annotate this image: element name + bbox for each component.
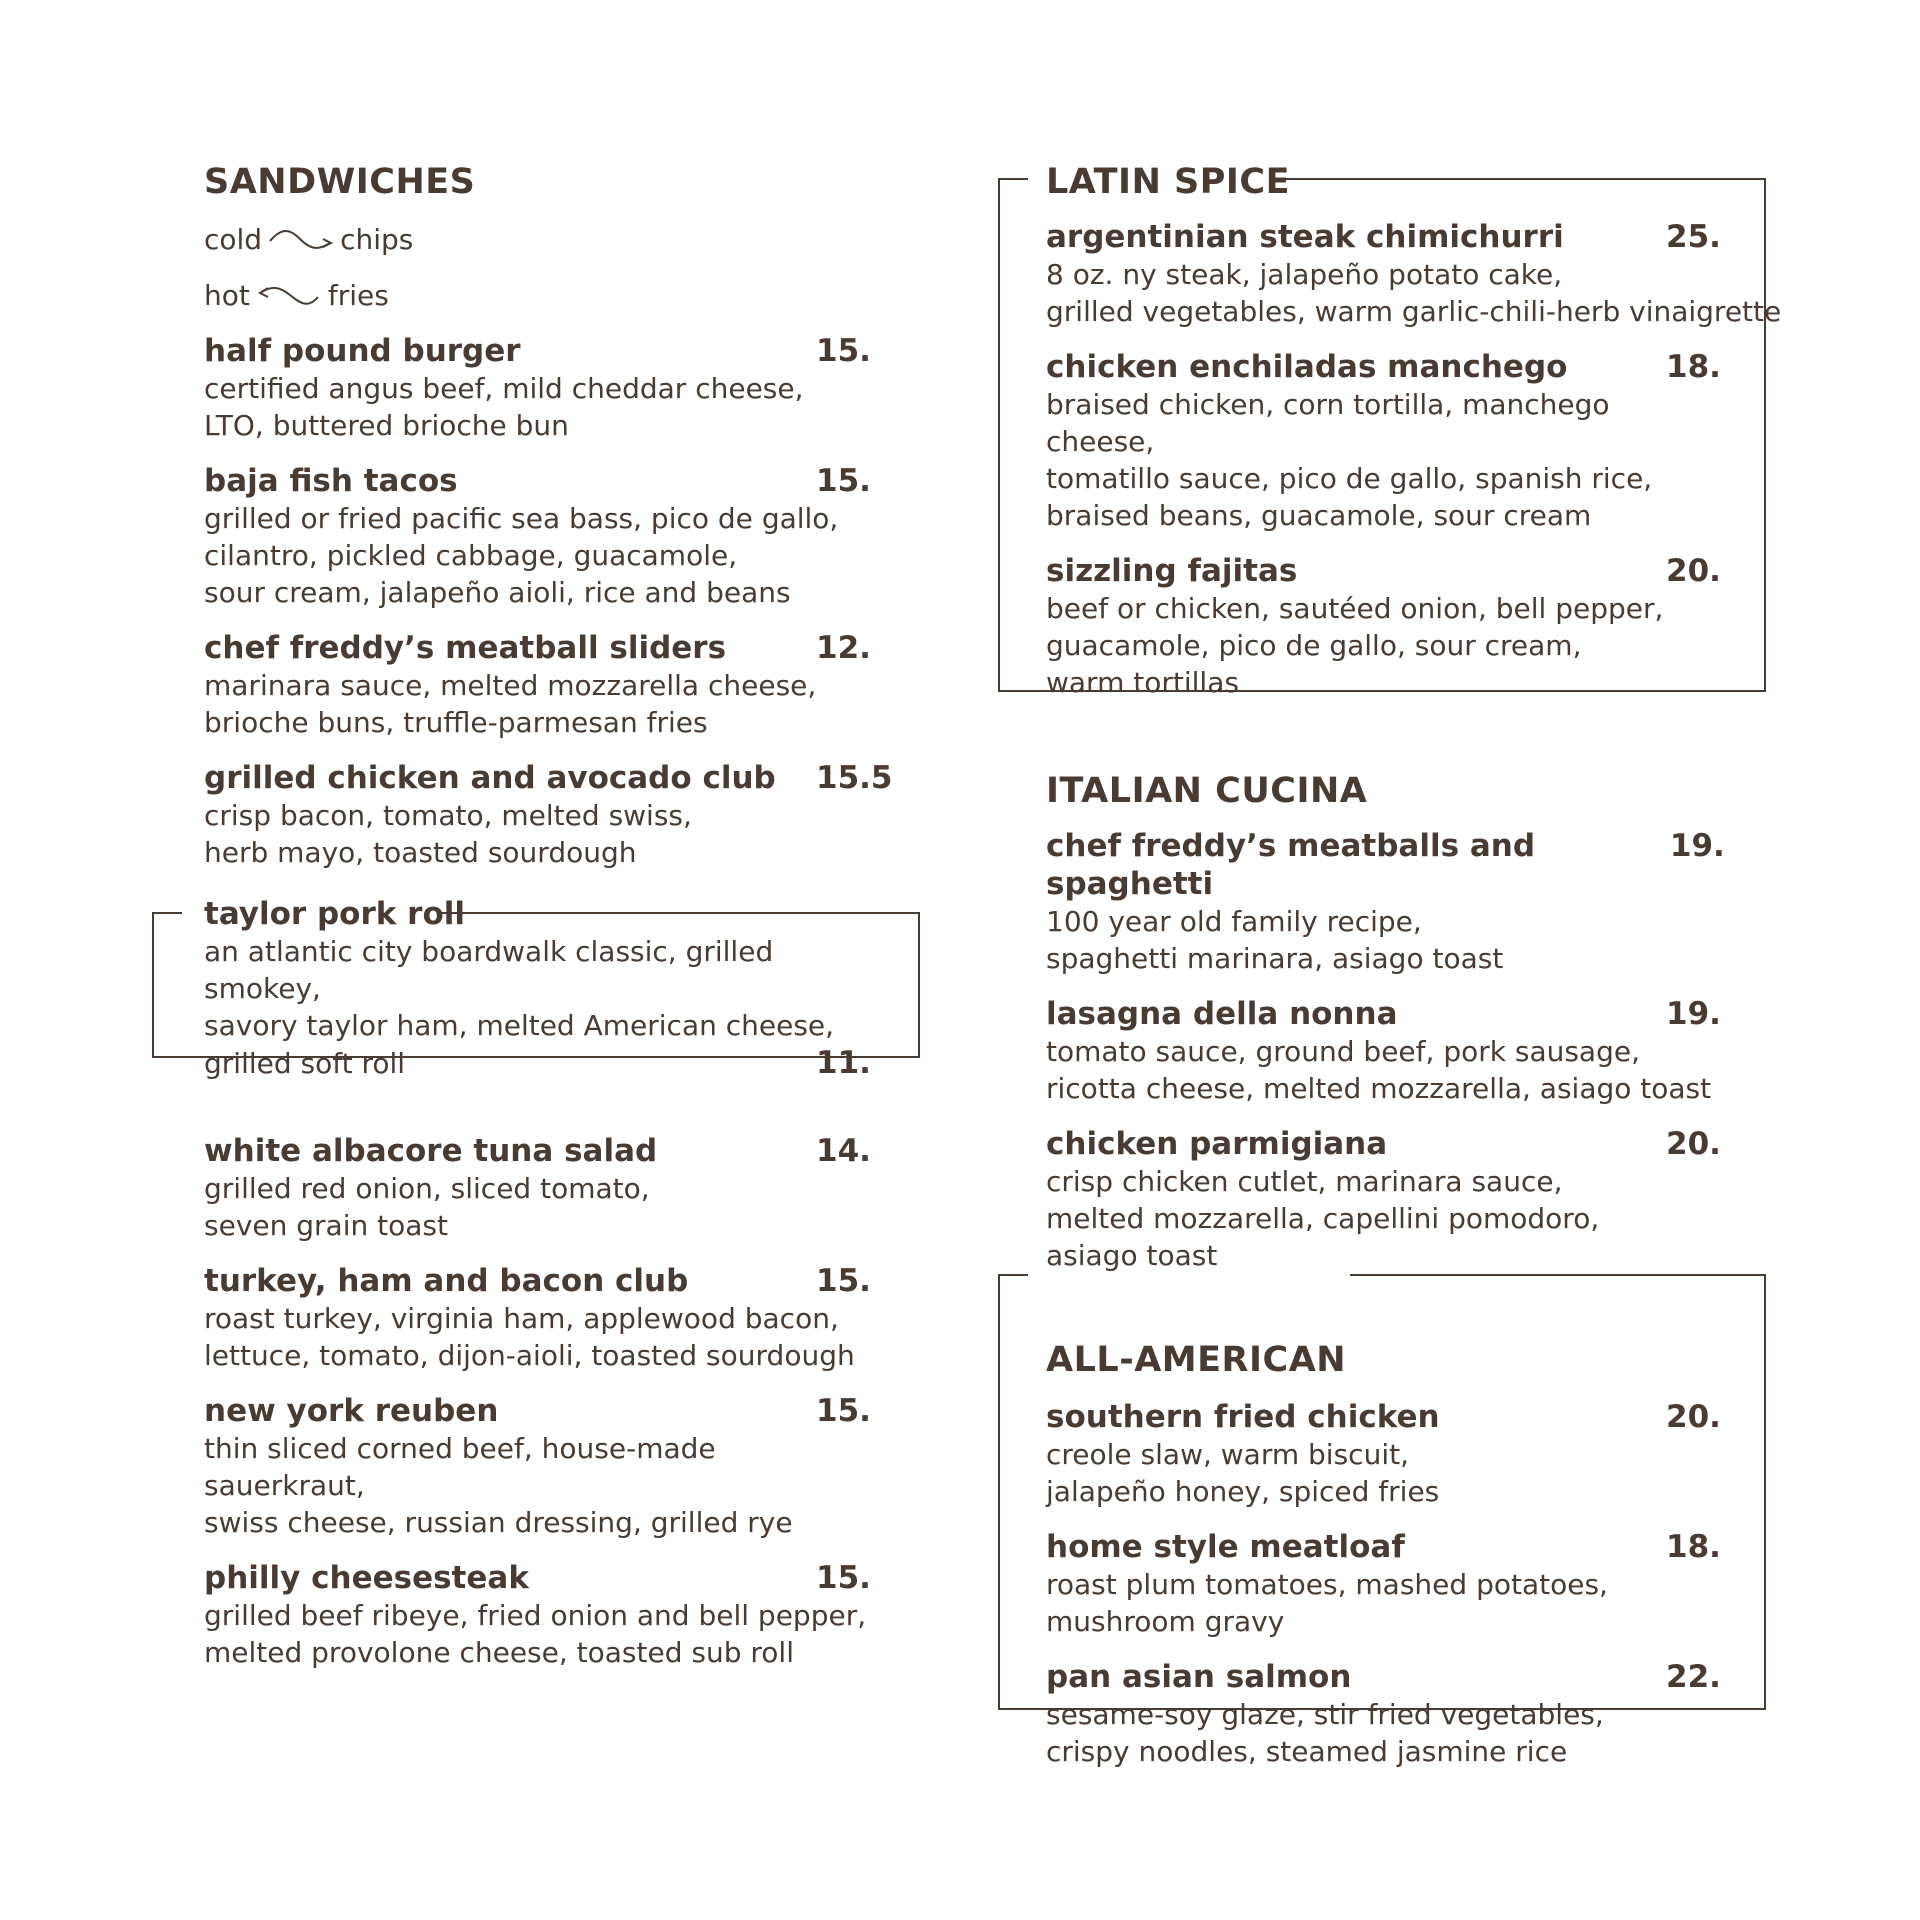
item-desc-line: spaghetti marinara, asiago toast: [1046, 942, 1504, 975]
item-desc-line: brioche buns, truffle-parmesan fries: [204, 706, 708, 739]
menu-item: [1046, 348, 1726, 534]
item-desc-line: braised chicken, corn tortilla, manchego cheese,: [1046, 388, 1610, 458]
item-desc-line: crispy noodles, steamed jasmine rice: [1046, 1735, 1568, 1768]
item-desc-line: beef or chicken, sautéed onion, bell pepper,: [1046, 592, 1664, 625]
item-desc-line: mushroom gravy: [1046, 1605, 1285, 1638]
item-name: philly cheesesteak: [204, 1560, 529, 1596]
item-price: 25.: [1666, 219, 1721, 255]
item-desc-line: warm tortillas: [1046, 666, 1239, 699]
sandwiches-column: [204, 160, 893, 1671]
item-desc-line: cilantro, pickled cabbage, guacamole,: [204, 539, 738, 572]
item-desc-line: savory taylor ham, melted American cheese,: [204, 1009, 835, 1042]
menu-item: [204, 1392, 884, 1541]
item-name: taylor pork roll: [204, 896, 466, 932]
menu-item: [1046, 1398, 1726, 1510]
item-price: 15.: [816, 1393, 871, 1429]
item-price: 15.: [816, 1560, 871, 1596]
frame-line: [998, 178, 1028, 180]
item-price: 20.: [1666, 553, 1721, 589]
item-name: lasagna della nonna: [1046, 996, 1398, 1032]
frame-line: [998, 1274, 1028, 1276]
item-desc-line: grilled soft roll: [204, 1047, 406, 1080]
item-name: white albacore tuna salad: [204, 1133, 658, 1169]
item-desc-line: jalapeño honey, spiced fries: [1046, 1475, 1440, 1508]
legend-label: hot: [204, 279, 250, 312]
item-desc-line: 8 oz. ny steak, jalapeño potato cake,: [1046, 258, 1563, 291]
menu-item: [204, 759, 893, 871]
item-desc-line: roast turkey, virginia ham, applewood bacon,: [204, 1302, 839, 1335]
item-price: 19.: [1669, 828, 1725, 864]
item-desc-line: swiss cheese, russian dressing, grilled rye: [204, 1506, 793, 1539]
item-desc-line: grilled red onion, sliced tomato,: [204, 1172, 650, 1205]
section-title-sandwiches: SANDWICHES: [204, 162, 476, 202]
item-desc-line: lettuce, tomato, dijon-aioli, toasted sourdough: [204, 1339, 855, 1372]
menu-item: [204, 332, 884, 444]
item-name: pan asian salmon: [1046, 1659, 1352, 1695]
item-name: new york reuben: [204, 1393, 499, 1429]
item-desc-line: crisp bacon, tomato, melted swiss,: [204, 799, 692, 832]
entrees-column: [1046, 160, 1782, 1770]
item-desc-line: tomato sauce, ground beef, pork sausage,: [1046, 1035, 1640, 1068]
wave-arrow-left-icon: [256, 283, 322, 309]
item-price: 22.: [1666, 1659, 1721, 1695]
menu-item: [204, 462, 884, 611]
section-title-all-american: ALL-AMERICAN: [1046, 1340, 1347, 1380]
item-desc-line: creole slaw, warm biscuit,: [1046, 1438, 1409, 1471]
item-price: 15.5: [816, 760, 893, 796]
item-desc-line: seven grain toast: [204, 1209, 448, 1242]
item-name: chicken parmigiana: [1046, 1126, 1388, 1162]
featured-item-taylor-pork-roll: [204, 895, 884, 1082]
menu-item: [1046, 218, 1782, 330]
item-desc-line: LTO, buttered brioche bun: [204, 409, 569, 442]
item-desc-line: marinara sauce, melted mozzarella cheese,: [204, 669, 817, 702]
item-desc-line: grilled or fried pacific sea bass, pico de gallo,: [204, 502, 839, 535]
legend-label: fries: [327, 279, 389, 312]
menu-item: [1046, 1658, 1726, 1770]
section-title-latin-spice: LATIN SPICE: [1046, 162, 1291, 202]
item-desc-line: thin sliced corned beef, house-made sauerkraut,: [204, 1432, 716, 1502]
item-desc-line: grilled vegetables, warm garlic-chili-herb vinaigrette: [1046, 295, 1782, 328]
item-price: 14.: [816, 1133, 871, 1169]
item-name: sizzling fajitas: [1046, 553, 1298, 589]
item-name: home style meatloaf: [1046, 1529, 1405, 1565]
item-price: 20.: [1666, 1399, 1721, 1435]
item-desc-line: crisp chicken cutlet, marinara sauce,: [1046, 1165, 1563, 1198]
menu-item: [1046, 552, 1726, 701]
item-desc-line: melted mozzarella, capellini pomodoro,: [1046, 1202, 1600, 1235]
item-price: 19.: [1666, 996, 1721, 1032]
item-price: 20.: [1666, 1126, 1721, 1162]
legend-hot-fries: [204, 278, 884, 314]
item-price: 15.: [816, 463, 871, 499]
item-desc-line: tomatillo sauce, pico de gallo, spanish rice,: [1046, 462, 1653, 495]
item-name: chef freddy’s meatball sliders: [204, 630, 727, 666]
section-title-italian-cucina: ITALIAN CUCINA: [1046, 771, 1368, 811]
item-desc-line: an atlantic city boardwalk classic, grilled smokey,: [204, 935, 774, 1005]
menu-item: [1046, 827, 1726, 977]
frame-line: [152, 912, 182, 914]
item-desc-line: melted provolone cheese, toasted sub roll: [204, 1636, 794, 1669]
item-desc-line: herb mayo, toasted sourdough: [204, 836, 637, 869]
item-price: 11.: [816, 1045, 871, 1081]
item-desc-line: grilled beef ribeye, fried onion and bell pepper,: [204, 1599, 867, 1632]
legend-label: cold: [204, 223, 263, 256]
item-name: chef freddy’s meatballs and spaghetti: [1046, 828, 1536, 902]
item-desc-line: sesame-soy glaze, stir fried vegetables,: [1046, 1698, 1604, 1731]
item-desc-line: guacamole, pico de gallo, sour cream,: [1046, 629, 1582, 662]
item-desc-line: asiago toast: [1046, 1239, 1218, 1272]
item-name: southern fried chicken: [1046, 1399, 1440, 1435]
item-desc-line: sour cream, jalapeño aioli, rice and beans: [204, 576, 791, 609]
item-desc-line: 100 year old family recipe,: [1046, 905, 1422, 938]
menu-item: [204, 1559, 884, 1671]
item-price: 15.: [816, 1263, 871, 1299]
item-desc-line: braised beans, guacamole, sour cream: [1046, 499, 1592, 532]
item-desc-line: roast plum tomatoes, mashed potatoes,: [1046, 1568, 1608, 1601]
menu-item: [1046, 1125, 1726, 1274]
item-price: 12.: [816, 630, 871, 666]
item-name: baja fish tacos: [204, 463, 458, 499]
item-desc-line: ricotta cheese, melted mozzarella, asiago toast: [1046, 1072, 1712, 1105]
item-price: 18.: [1666, 1529, 1721, 1565]
item-name: argentinian steak chimichurri: [1046, 219, 1564, 255]
menu-item: [1046, 995, 1726, 1107]
menu-item: [1046, 1528, 1726, 1640]
item-name: turkey, ham and bacon club: [204, 1263, 689, 1299]
item-name: chicken enchiladas manchego: [1046, 349, 1568, 385]
item-price: 18.: [1666, 349, 1721, 385]
menu-item: [204, 1262, 884, 1374]
menu-item: [204, 629, 884, 741]
item-name: half pound burger: [204, 333, 521, 369]
item-desc-line: certified angus beef, mild cheddar cheese,: [204, 372, 804, 405]
item-name: grilled chicken and avocado club: [204, 760, 776, 796]
menu-item: [204, 1132, 884, 1244]
legend-label: chips: [340, 223, 414, 256]
wave-arrow-right-icon: [268, 227, 334, 253]
legend-cold-chips: [204, 222, 884, 258]
item-price: 15.: [816, 333, 871, 369]
